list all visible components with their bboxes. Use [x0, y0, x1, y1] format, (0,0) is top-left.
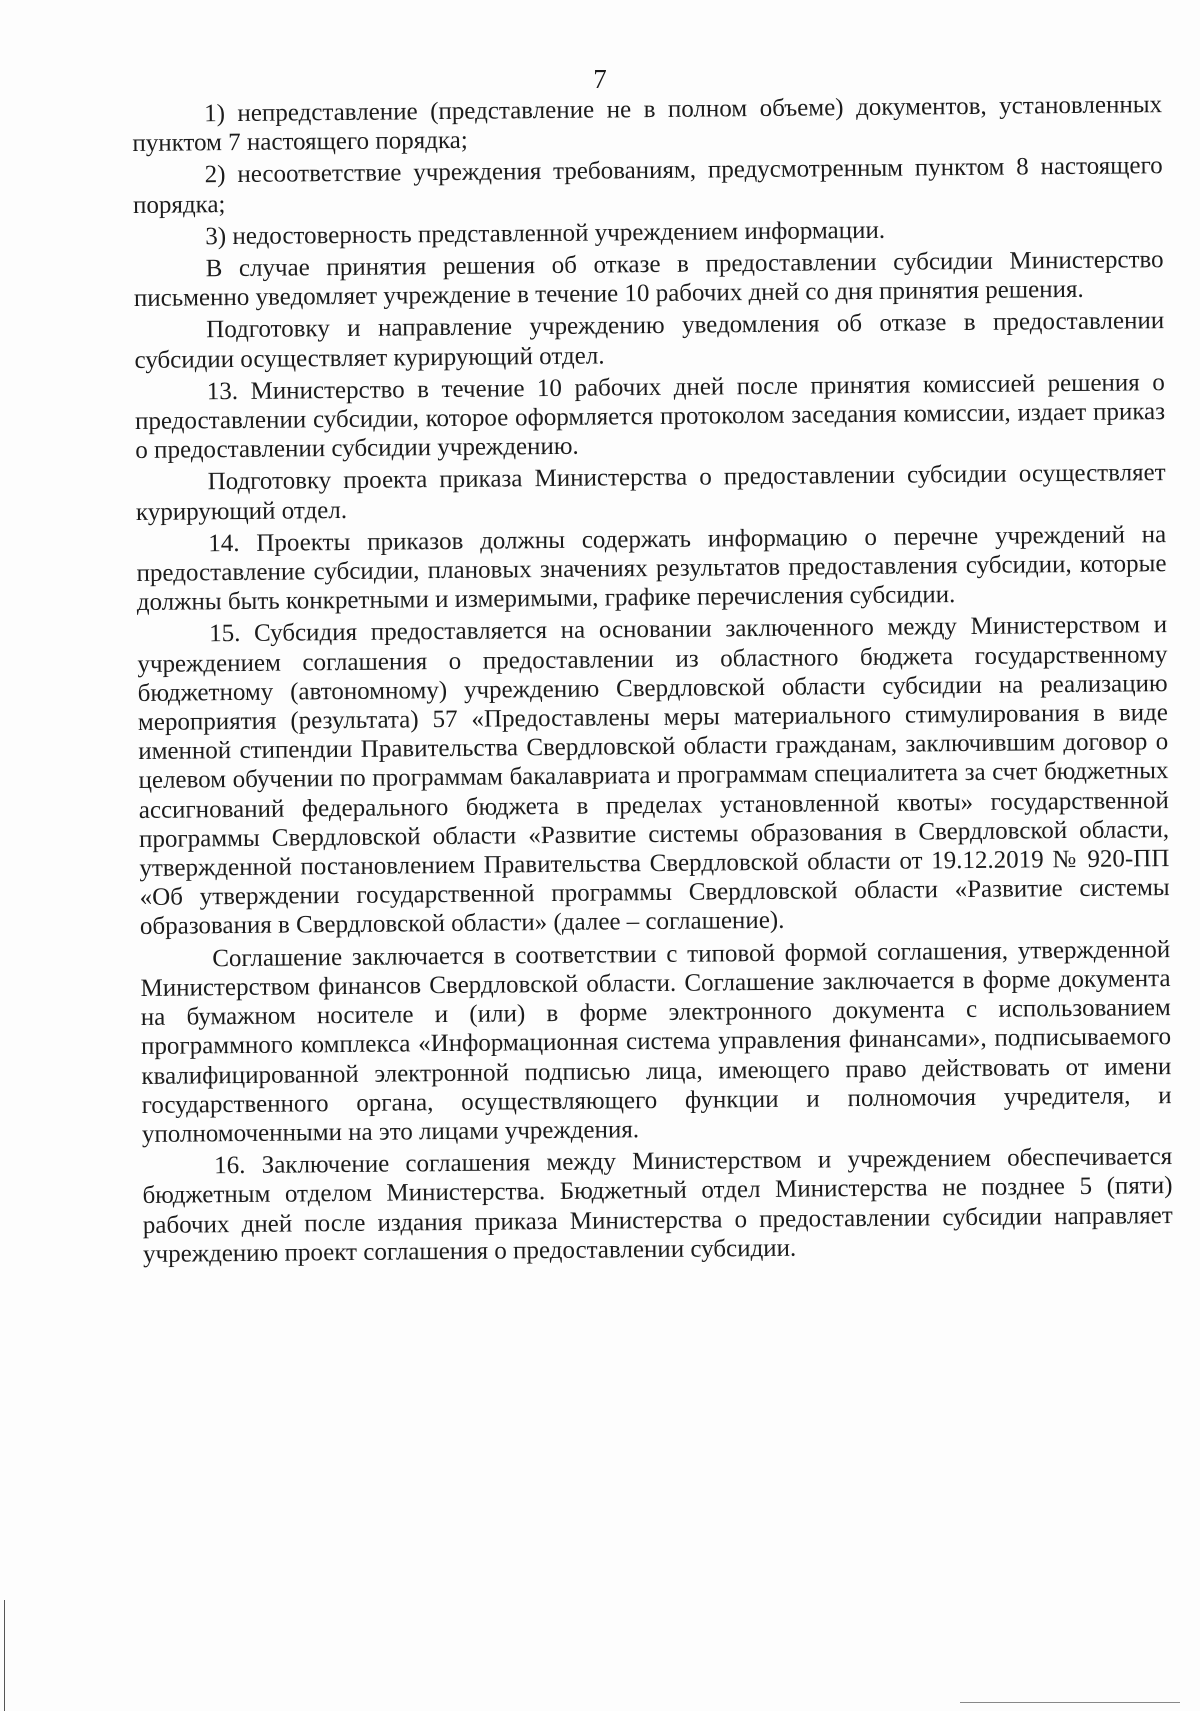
paragraph-item-13: 13. Министерство в течение 10 рабочих дней после принятия комиссией решения о предоставлении субсидии, которое оформляется протоколом заседания комиссии, издает приказ о предоставлении субсидии учреждению. [134, 368, 1166, 465]
paragraph-reason-2: 2) несоответствие учреждения требованиям, предусмотренным пунктом 8 настоящего порядка; [132, 152, 1163, 219]
paragraph-item-14: 14. Проекты приказов должны содержать информацию о перечне учреждений на предоставление субсидии, плановых значениях результатов предоставления субсидии, которые должны быть конкретными и измеримыми, графике перечисления субсидии. [136, 520, 1167, 617]
paragraph-reason-3: 3) недостоверность представленной учреждением информации. [205, 216, 886, 251]
paragraph-order-preparation: Подготовку проекта приказа Министерства о предоставлении субсидии осуществляет курирующий отдел. [135, 459, 1166, 526]
scan-bottom-rule [960, 1702, 1180, 1703]
paragraph-reason-1: 1) непредставление (представление не в полном объеме) документов, установленных пунктом 7 настоящего порядка; [132, 91, 1163, 158]
scan-edge-line [4, 1600, 5, 1711]
paragraph-refusal-preparation: Подготовку и направление учреждению уведомления об отказе в предоставлении субсидии осуществляет курирующий отдел. [134, 307, 1165, 374]
paragraph-agreement-form: Соглашение заключается в соответствии с типовой формой соглашения, утвержденной Министерством финансов Свердловской области. Соглашение заключается в форме документа на бумажном носителе и (или) в форме электронного документа с использованием программного комплекса «Информационная система управления финансами», подписываемого квалифицированной электронной подписью лица, имеющего право действовать от имени государственного органа, осуществляющего функции и полномочия учредителя, и уполномоченными на это лицами учреждения. [140, 935, 1172, 1148]
paragraph-item-16: 16. Заключение соглашения между Министерством и учреждением обеспечивается бюджетным отделом Министерства. Бюджетный отдел Министерства не позднее 5 (пяти) рабочих дней после издания приказа Министерства о предоставлении субсидии направляет учреждению проект соглашения о предоставлении субсидии. [142, 1143, 1173, 1268]
document-body [132, 90, 1173, 1272]
paragraph-refusal-notice: В случае принятия решения об отказе в предоставлении субсидии Министерство письменно уведомляет учреждение в течение 10 рабочих дней со дня принятия решения. [133, 246, 1164, 313]
paragraph-item-15: 15. Субсидия предоставляется на основании заключенного между Министерством и учреждением соглашения о предоставлении из областного бюджета государственному бюджетному (автономному) учреждению Свердловской области субсидии на реализацию мероприятия (результата) 57 «Предоставлены меры материального стимулирования в виде именной стипендии Правительства Свердловской области гражданам, заключившим договор о целевом обучении по программам бакалавриата и программам специалитета за счет бюджетных ассигнований федерального бюджета в пределах установленной квоты» государственной программы Свердловской области «Развитие системы образования в Свердловской области, утвержденной постановлением Правительства Свердловской области от 19.12.2019 № 920-ПП «Об утверждении государственной программы Свердловской области «Развитие системы образования в Свердловской области» (далее – соглашение). [137, 611, 1170, 941]
page-number: 7 [593, 64, 607, 94]
